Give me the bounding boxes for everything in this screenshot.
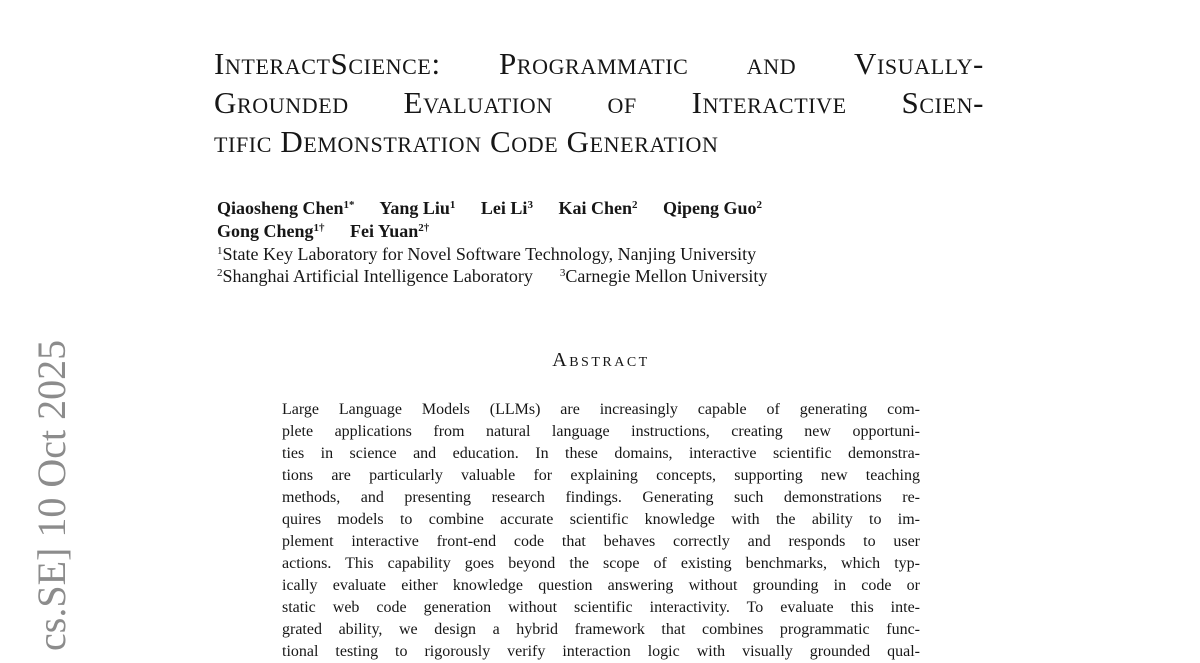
arxiv-watermark: cs.SE] 10 Oct 2025 [29,339,74,651]
abstract-line: static web code generation without scientific interactivity. To evaluate this inte- [282,599,920,616]
abstract-line: tions are particularly valuable for explaining concepts, supporting new teaching [282,467,920,484]
abstract-line: quires models to combine accurate scientific knowledge with the ability to im- [282,511,920,528]
title-line-1: InteractScience: Programmatic and Visually- [214,46,984,81]
abstract-line: Large Language Models (LLMs) are increasingly capable of generating com- [282,401,920,418]
author-name [379,198,455,218]
author-affiliation-marker: 2† [418,222,430,234]
author-name [481,198,533,218]
author-affiliation-marker: 3 [527,199,533,211]
affiliation: Carnegie Mellon University [565,266,768,286]
abstract-section [282,347,920,663]
author-name [558,198,637,218]
author-name [217,221,325,241]
abstract-line: plete applications from natural language instructions, creating new opportuni- [282,423,920,440]
author-name-text: Lei Li [480,198,528,218]
author-name-text: Qiaosheng Chen [217,198,344,218]
abstract-heading: Abstract [552,349,650,371]
abstract-line: grated ability, we design a hybrid framework that combines programmatic func- [282,621,920,638]
author-affiliation-marker: 2 [631,199,638,211]
author-affiliation-marker: 1† [313,222,325,234]
abstract-line: methods, and presenting research findings. Generating such demonstrations re- [282,489,920,506]
abstract-line: ically evaluate either knowledge question answering without grounding in code or [282,577,920,594]
title-line-3: tific Demonstration Code Generation [214,124,719,159]
abstract-line: ties in science and education. In these domains, interactive scientific demonstra- [282,445,920,462]
affiliation: State Key Laboratory for Novel Software Technology, Nanjing University [222,244,757,264]
author-affiliation-marker: 2 [756,199,762,211]
author-name-text: Kai Chen [558,198,632,218]
affiliation-row-2 [217,265,987,287]
affiliation-marker: 2 [217,267,223,279]
abstract-line: tional testing to rigorously verify interaction logic with visually grounded qual- [282,643,920,660]
author-affiliation-marker: 1* [343,199,355,211]
title-line-2: Grounded Evaluation of Interactive Scien- [214,85,984,120]
author-name-text: Gong Cheng [217,221,314,241]
affiliation-marker: 3 [559,267,566,279]
affiliation-marker: 1 [217,245,223,257]
author-name [350,221,429,241]
author-name-text: Qipeng Guo [662,198,757,218]
abstract-line: plement interactive front-end code that behaves correctly and responds to user [282,533,920,550]
author-name-text: Fei Yuan [350,221,419,241]
author-row-1 [217,197,987,220]
author-row-2 [217,220,987,243]
author-name [663,198,762,218]
author-name [217,198,355,218]
author-affiliation-marker: 1 [449,199,456,211]
affiliation-row-1 [217,243,987,265]
paper-title [214,44,984,161]
abstract-line: actions. This capability goes beyond the scope of existing benchmarks, which typ- [282,555,920,572]
authors-block [217,197,987,287]
author-name-text: Yang Liu [379,198,450,218]
affiliation: Shanghai Artificial Intelligence Laboratory [222,266,533,286]
